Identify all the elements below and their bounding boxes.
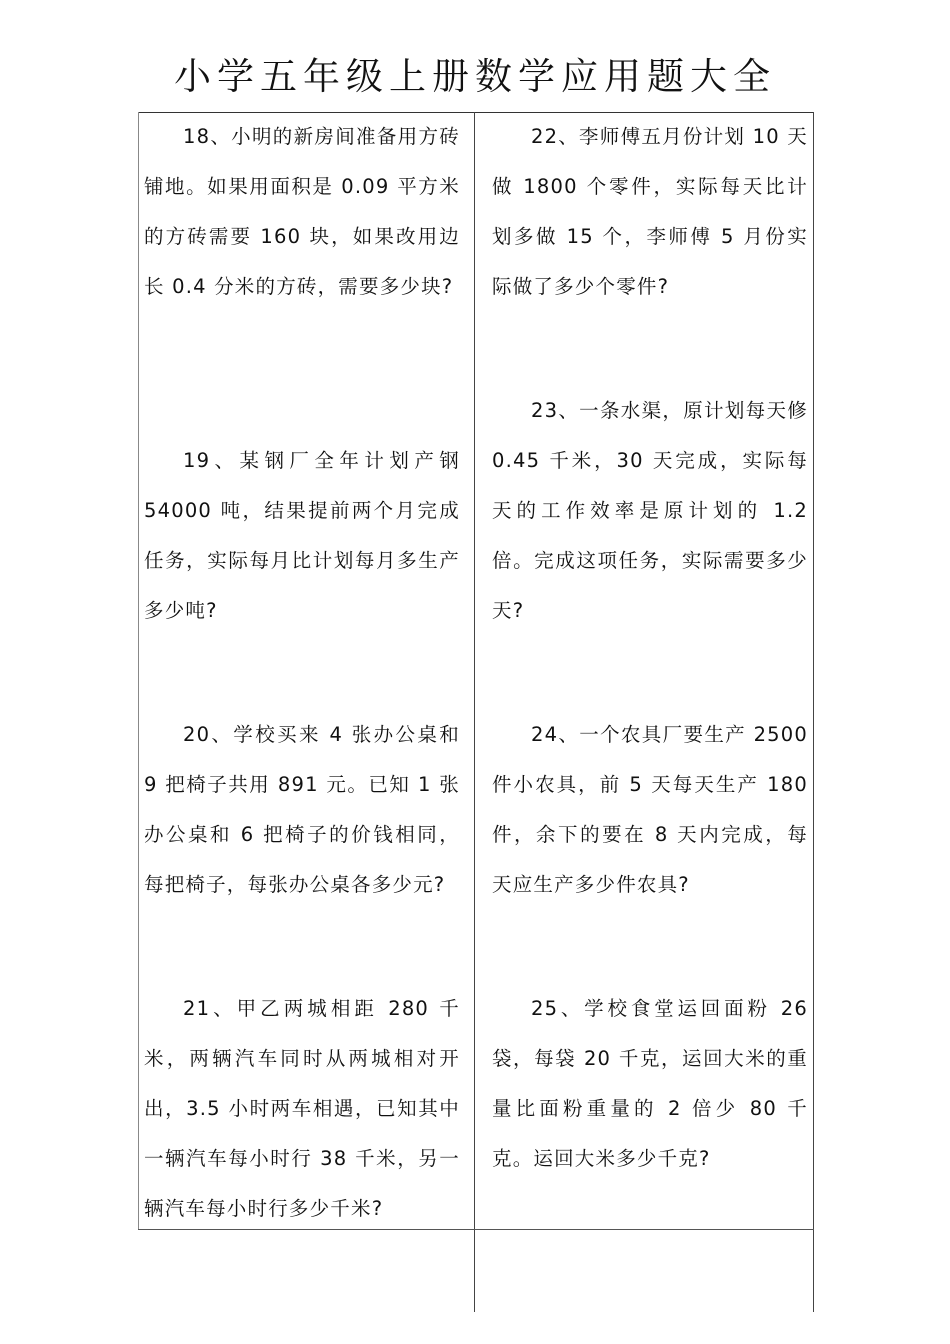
question-21: 21、甲乙两城相距 280 千米，两辆汽车同时从两城相对开出，3.5 小时两车相遇，已知其中一辆汽车每小时行 38 千米，另一辆汽车每小时行多少千米?	[144, 997, 460, 1220]
question-23: 23、一条水渠，原计划每天修 0.45 千米，30 天完成，实际每天的工作效率是原计划的 1.2 倍。完成这项任务，实际需要多少天?	[492, 399, 808, 622]
page-title: 小学五年级上册数学应用题大全	[174, 55, 776, 98]
question-18: 18、小明的新房间准备用方砖铺地。如果用面积是 0.09 平方米的方砖需要 160 块，如果改用边长 0.4 分米的方砖，需要多少块?	[144, 125, 460, 298]
question-25: 25、学校食堂运回面粉 26 袋，每袋 20 千克，运回大米的重量比面粉重量的 2 倍少 80 千克。运回大米多少千克?	[492, 997, 808, 1170]
question-20: 20、学校买来 4 张办公桌和 9 把椅子共用 891 元。已知 1 张办公桌和 6 把椅子的价钱相同，每把椅子，每张办公桌各多少元?	[144, 723, 460, 896]
table-left-border	[138, 112, 139, 1229]
question-19: 19、某钢厂全年计划产钢 54000 吨，结果提前两个月完成任务，实际每月比计划每月多生产多少吨?	[144, 449, 460, 622]
question-24: 24、一个农具厂要生产 2500 件小农具，前 5 天每天生产 180 件，余下的要在 8 天内完成，每天应生产多少件农具?	[492, 723, 808, 896]
question-22: 22、李师傅五月份计划 10 天做 1800 个零件，实际每天比计划多做 15 个，李师傅 5 月份实际做了多少个零件?	[492, 125, 808, 298]
table-middle-divider	[474, 112, 475, 1312]
table-right-border	[813, 112, 814, 1312]
